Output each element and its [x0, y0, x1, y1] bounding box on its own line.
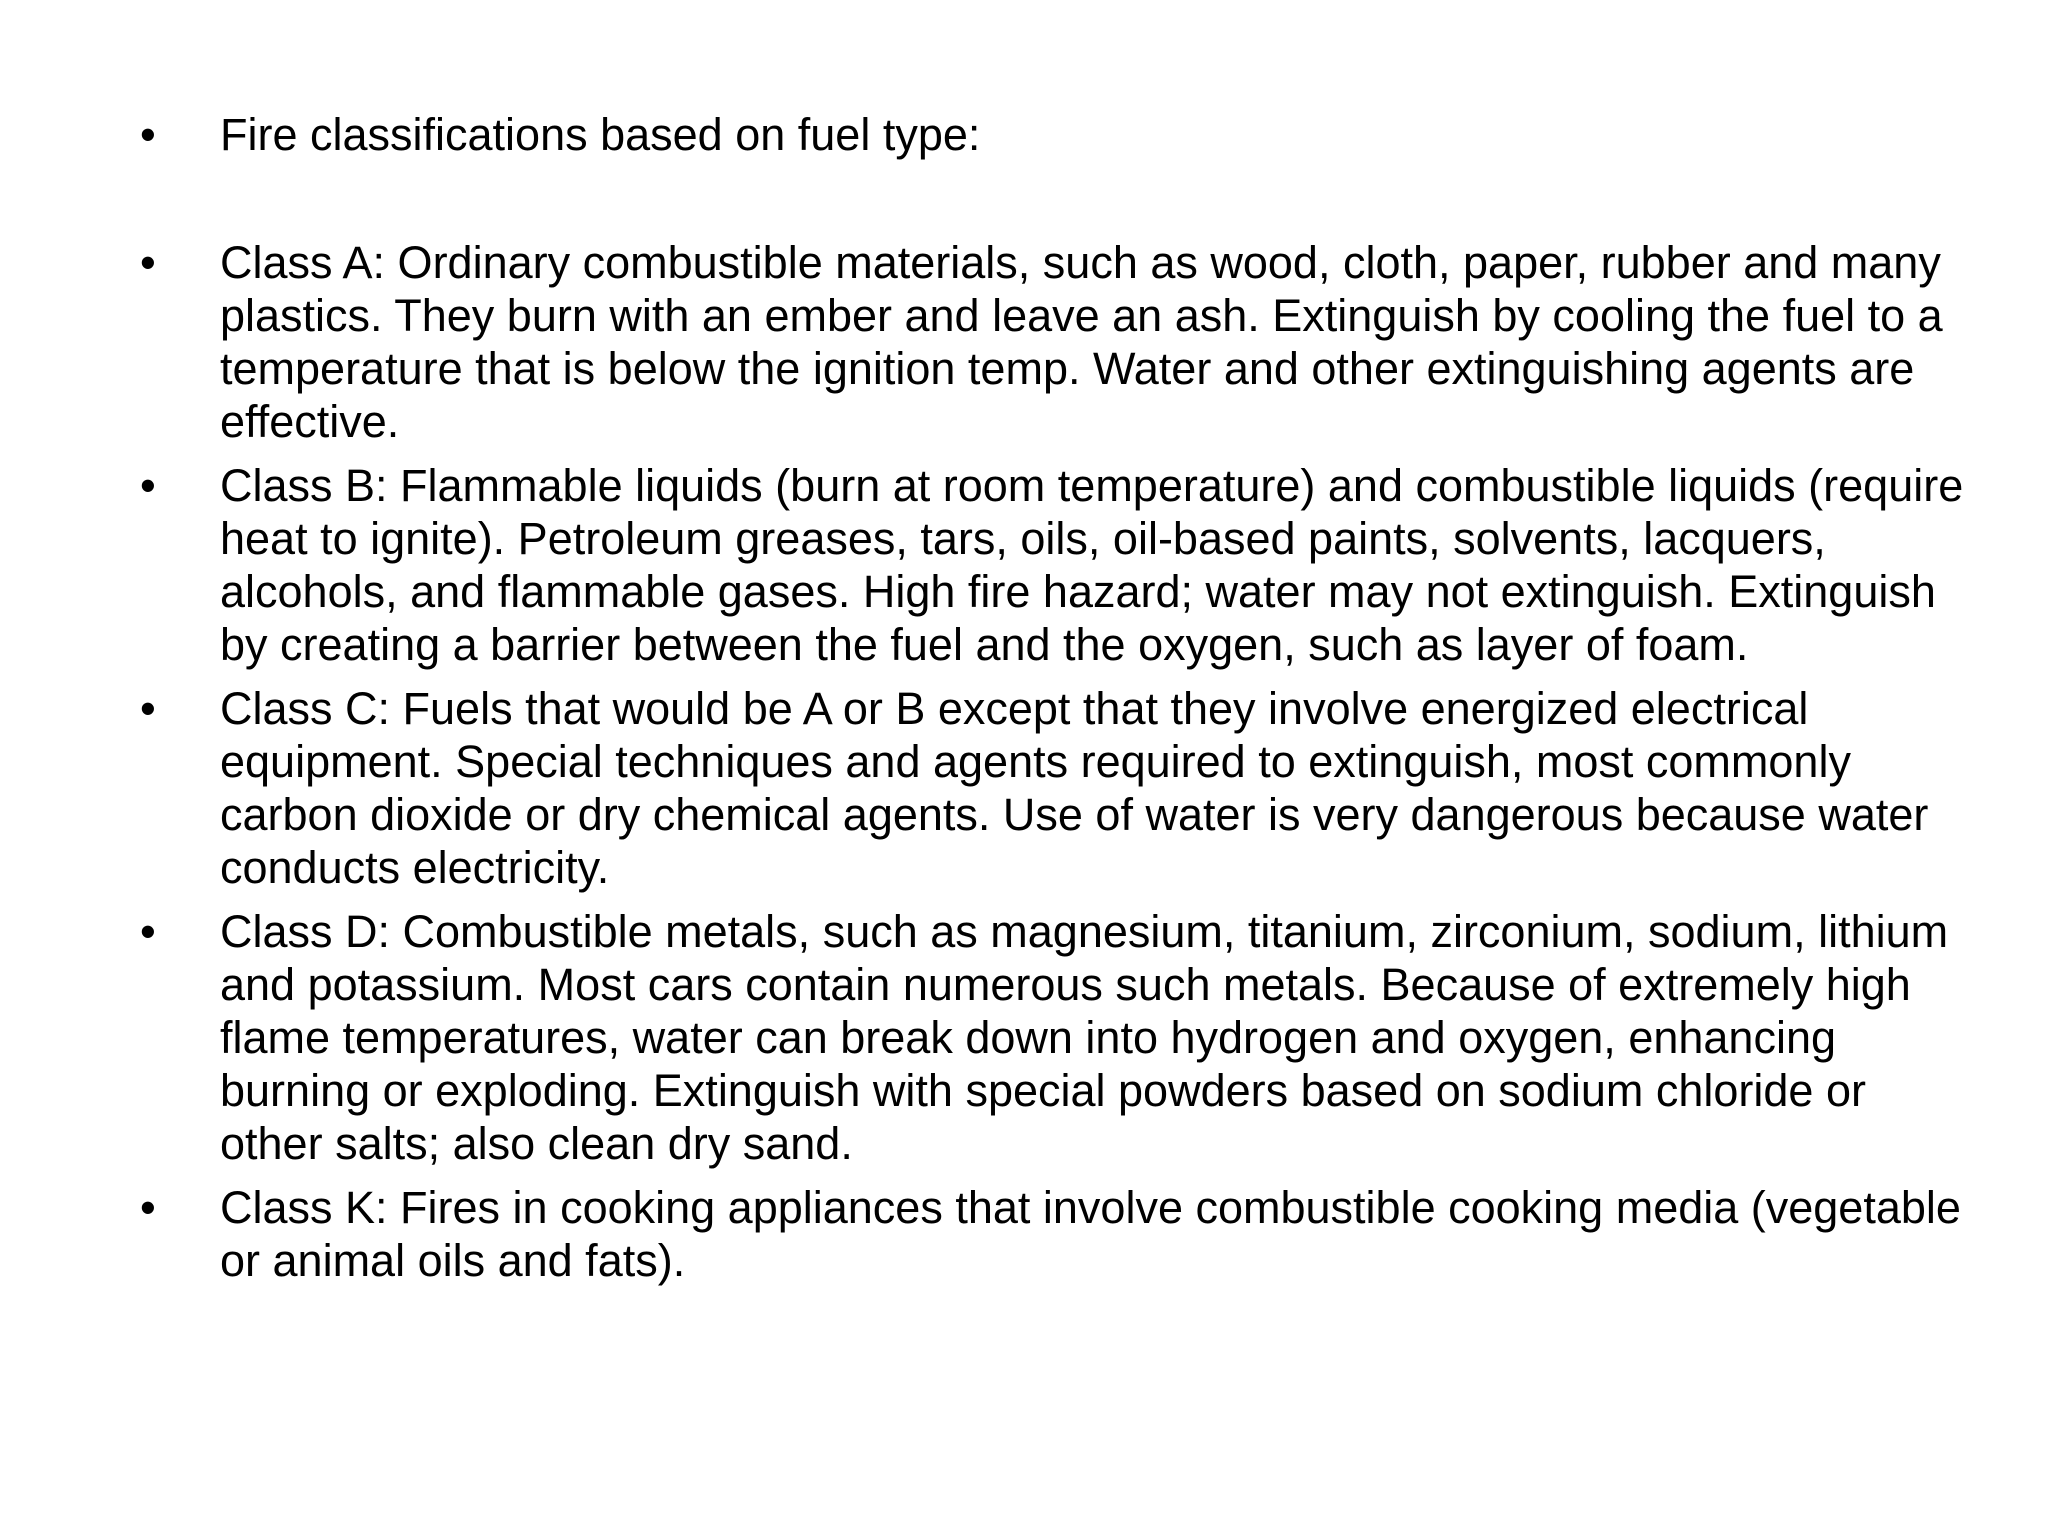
bullet-item-class-c [140, 682, 1970, 894]
bullet-item-class-a [140, 236, 1970, 448]
bullet-item-class-k [140, 1181, 1970, 1287]
bullet-icon: • [140, 683, 156, 734]
bullet-text: Class D: Combustible metals, such as magnesium, titanium, zirconium, sodium, lithium and potassium. Most cars contain numerous such metals. Because of extremely high flame temperatures, water can break down into hydrogen and oxygen, enhancing burning or exploding. Extinguish with special powders based on sodium chloride or other salts; also clean dry sand. [220, 906, 1949, 1169]
bullet-icon: • [140, 906, 156, 957]
bullet-icon: • [140, 237, 156, 288]
bullet-text: Class K: Fires in cooking appliances that involve combustible cooking media (vegetable or animal oils and fats). [220, 1182, 1961, 1286]
bullet-list [140, 108, 1970, 1287]
bullet-icon: • [140, 109, 156, 160]
bullet-text: Class B: Flammable liquids (burn at room temperature) and combustible liquids (require heat to ignite). Petroleum greases, tars, oils, oil-based paints, solvents, lacquers, alcohols, and flammable gases. High fire hazard; water may not extinguish. Extinguish by creating a barrier between the fuel and the oxygen, such as layer of foam. [220, 460, 1964, 670]
bullet-text: Class A: Ordinary combustible materials, such as wood, cloth, paper, rubber and many plastics. They burn with an ember and leave an ash. Extinguish by cooling the fuel to a temperature that is below the ignition temp. Water and other extinguishing agents are effective. [220, 237, 1943, 447]
bullet-icon: • [140, 460, 156, 511]
bullet-icon: • [140, 1182, 156, 1233]
bullet-text: Fire classifications based on fuel type: [220, 109, 981, 160]
bullet-item-class-b [140, 459, 1970, 671]
bullet-item-intro [140, 108, 1970, 161]
bullet-item-class-d [140, 905, 1970, 1170]
bullet-text: Class C: Fuels that would be A or B except that they involve energized electrical equipment. Special techniques and agents required to extinguish, most commonly carbon dioxide or dry chemical agents. Use of water is very dangerous because water conducts electricity. [220, 683, 1929, 893]
